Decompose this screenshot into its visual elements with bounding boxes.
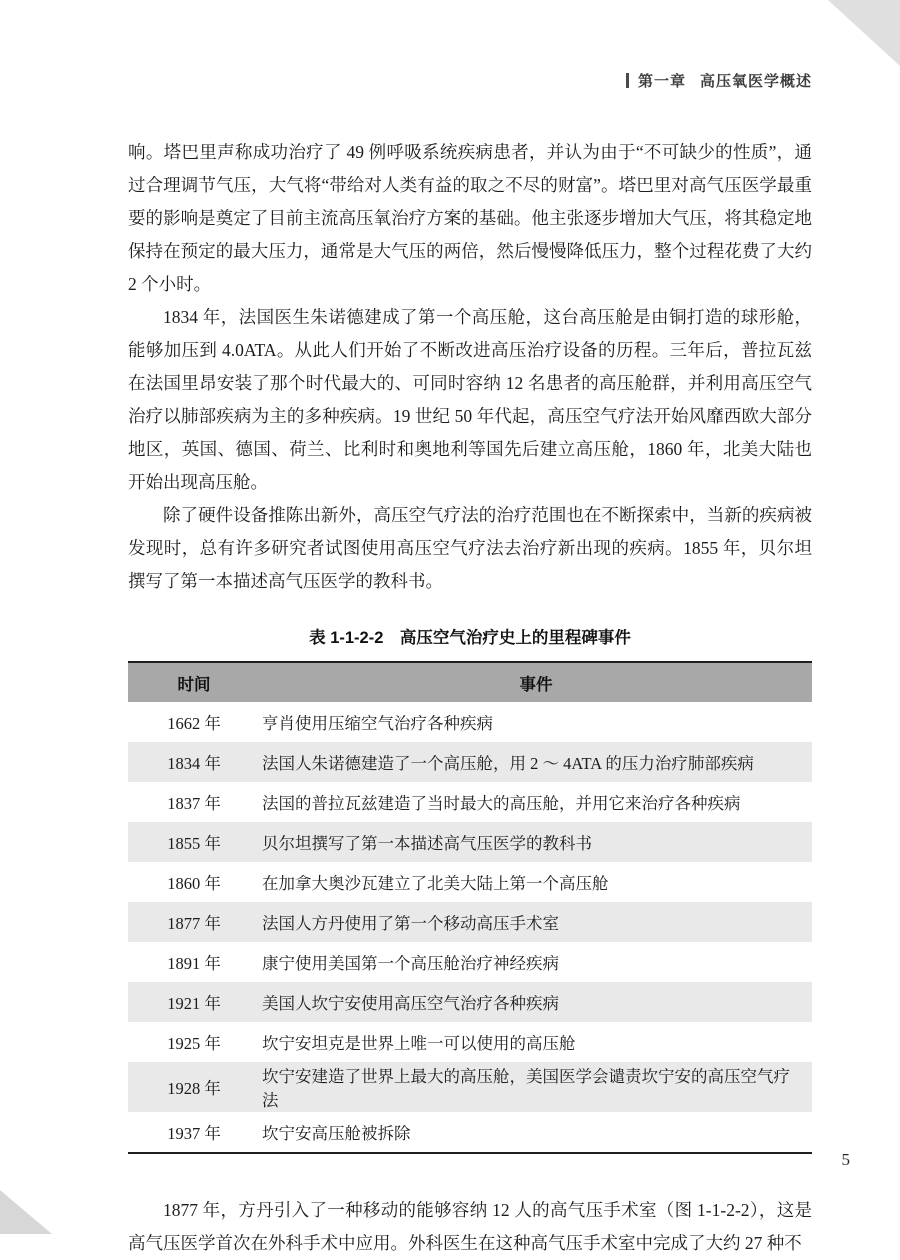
table-row [128, 702, 812, 742]
table-row [128, 982, 812, 1022]
table-body [128, 702, 812, 1153]
row-event: 美国人坎宁安使用高压空气治疗各种疾病 [262, 994, 559, 1013]
body-paragraph: 除了硬件设备推陈出新外，高压空气疗法的治疗范围也在不断探索中，当新的疾病被发现时，总有许多研究者试图使用高压空气疗法去治疗新出现的疾病。1855 年，贝尔坦撰写了第一本描述高气压医学的教科书。 [128, 505, 812, 591]
row-event: 坎宁安建造了世界上最大的高压舱，美国医学会谴责坎宁安的高压空气疗法 [262, 1067, 790, 1110]
table-row [128, 782, 812, 822]
table-row [128, 822, 812, 862]
chapter-marker-bar [626, 73, 629, 88]
running-head [626, 70, 812, 91]
row-time: 1891 年 [167, 954, 221, 973]
row-event: 在加拿大奥沙瓦建立了北美大陆上第一个高压舱 [262, 874, 609, 893]
milestones-table [128, 661, 812, 1154]
row-event: 亨肖使用压缩空气治疗各种疾病 [262, 714, 493, 733]
body-paragraphs [128, 136, 812, 598]
row-event: 坎宁安高压舱被拆除 [262, 1124, 411, 1143]
row-time: 1877 年 [167, 914, 221, 933]
row-event: 法国的普拉瓦兹建造了当时最大的高压舱，并用它来治疗各种疾病 [262, 794, 741, 813]
table-row [128, 1022, 812, 1062]
table-row [128, 902, 812, 942]
table-row [128, 1112, 812, 1153]
column-header-event: 事件 [260, 662, 812, 702]
row-time: 1860 年 [167, 874, 221, 893]
body-paragraph: 1834 年，法国医生朱诺德建成了第一个高压舱，这台高压舱是由铜打造的球形舱，能够加压到 4.0ATA。从此人们开始了不断改进高压治疗设备的历程。三年后，普拉瓦兹在法国里昂安装了那个时代最大的、可同时容纳 12 名患者的高压舱群，并利用高压空气治疗以肺部疾病为主的多种疾病。19 世纪 50 年代起，高压空气疗法开始风靡西欧大部分地区，英国、德国、荷兰、比利时和奥地利等国先后建立高压舱，1860 年，北美大陆也开始出现高压舱。 [128, 307, 812, 492]
table-header [128, 662, 812, 702]
table-row [128, 1062, 812, 1112]
row-event: 法国人方丹使用了第一个移动高压手术室 [262, 914, 559, 933]
table-row [128, 942, 812, 982]
table-caption: 表 1-1-2-2 高压空气治疗史上的里程碑事件 [309, 629, 631, 647]
column-header-time: 时间 [128, 662, 260, 702]
closing-paragraph: 1877 年，方丹引入了一种移动的能够容纳 12 人的高气压手术室（图 1-1-2-2），这是高气压医学首次在外科手术中应用。外科医生在这种高气压手术室中完成了大约 27 种不 [128, 1200, 812, 1253]
row-event: 法国人朱诺德建造了一个高压舱，用 2 ～ 4ATA 的压力治疗肺部疾病 [262, 754, 754, 773]
row-time: 1928 年 [167, 1079, 221, 1098]
row-time: 1855 年 [167, 834, 221, 853]
table-row [128, 742, 812, 782]
row-time: 1937 年 [167, 1124, 221, 1143]
body-paragraph: 响。塔巴里声称成功治疗了 49 例呼吸系统疾病患者，并认为由于“不可缺少的性质”，通过合理调节气压，大气将“带给对人类有益的取之不尽的财富”。塔巴里对高气压医学最重要的影响是奠定了目前主流高压氧治疗方案的基础。他主张逐步增加大气压，将其稳定地保持在预定的最大压力，通常是大气压的两倍，然后慢慢降低压力，整个过程花费了大约 2 个小时。 [128, 142, 812, 294]
row-time: 1834 年 [167, 754, 221, 773]
page-content [128, 136, 812, 1260]
table-header-row [128, 662, 812, 702]
row-time: 1921 年 [167, 994, 221, 1013]
row-time: 1837 年 [167, 794, 221, 813]
page-number: 5 [841, 1150, 850, 1169]
corner-decoration-top-right [828, 0, 900, 66]
row-time: 1662 年 [167, 714, 221, 733]
chapter-title: 高压氧医学概述 [699, 73, 812, 90]
row-event: 坎宁安坦克是世界上唯一可以使用的高压舱 [262, 1034, 576, 1053]
row-event: 贝尔坦撰写了第一本描述高气压医学的教科书 [262, 834, 592, 853]
row-time: 1925 年 [167, 1034, 221, 1053]
corner-decoration-bottom-left [0, 1190, 52, 1234]
chapter-label: 第一章 [637, 73, 686, 90]
row-event: 康宁使用美国第一个高压舱治疗神经疾病 [262, 954, 559, 973]
table-row [128, 862, 812, 902]
